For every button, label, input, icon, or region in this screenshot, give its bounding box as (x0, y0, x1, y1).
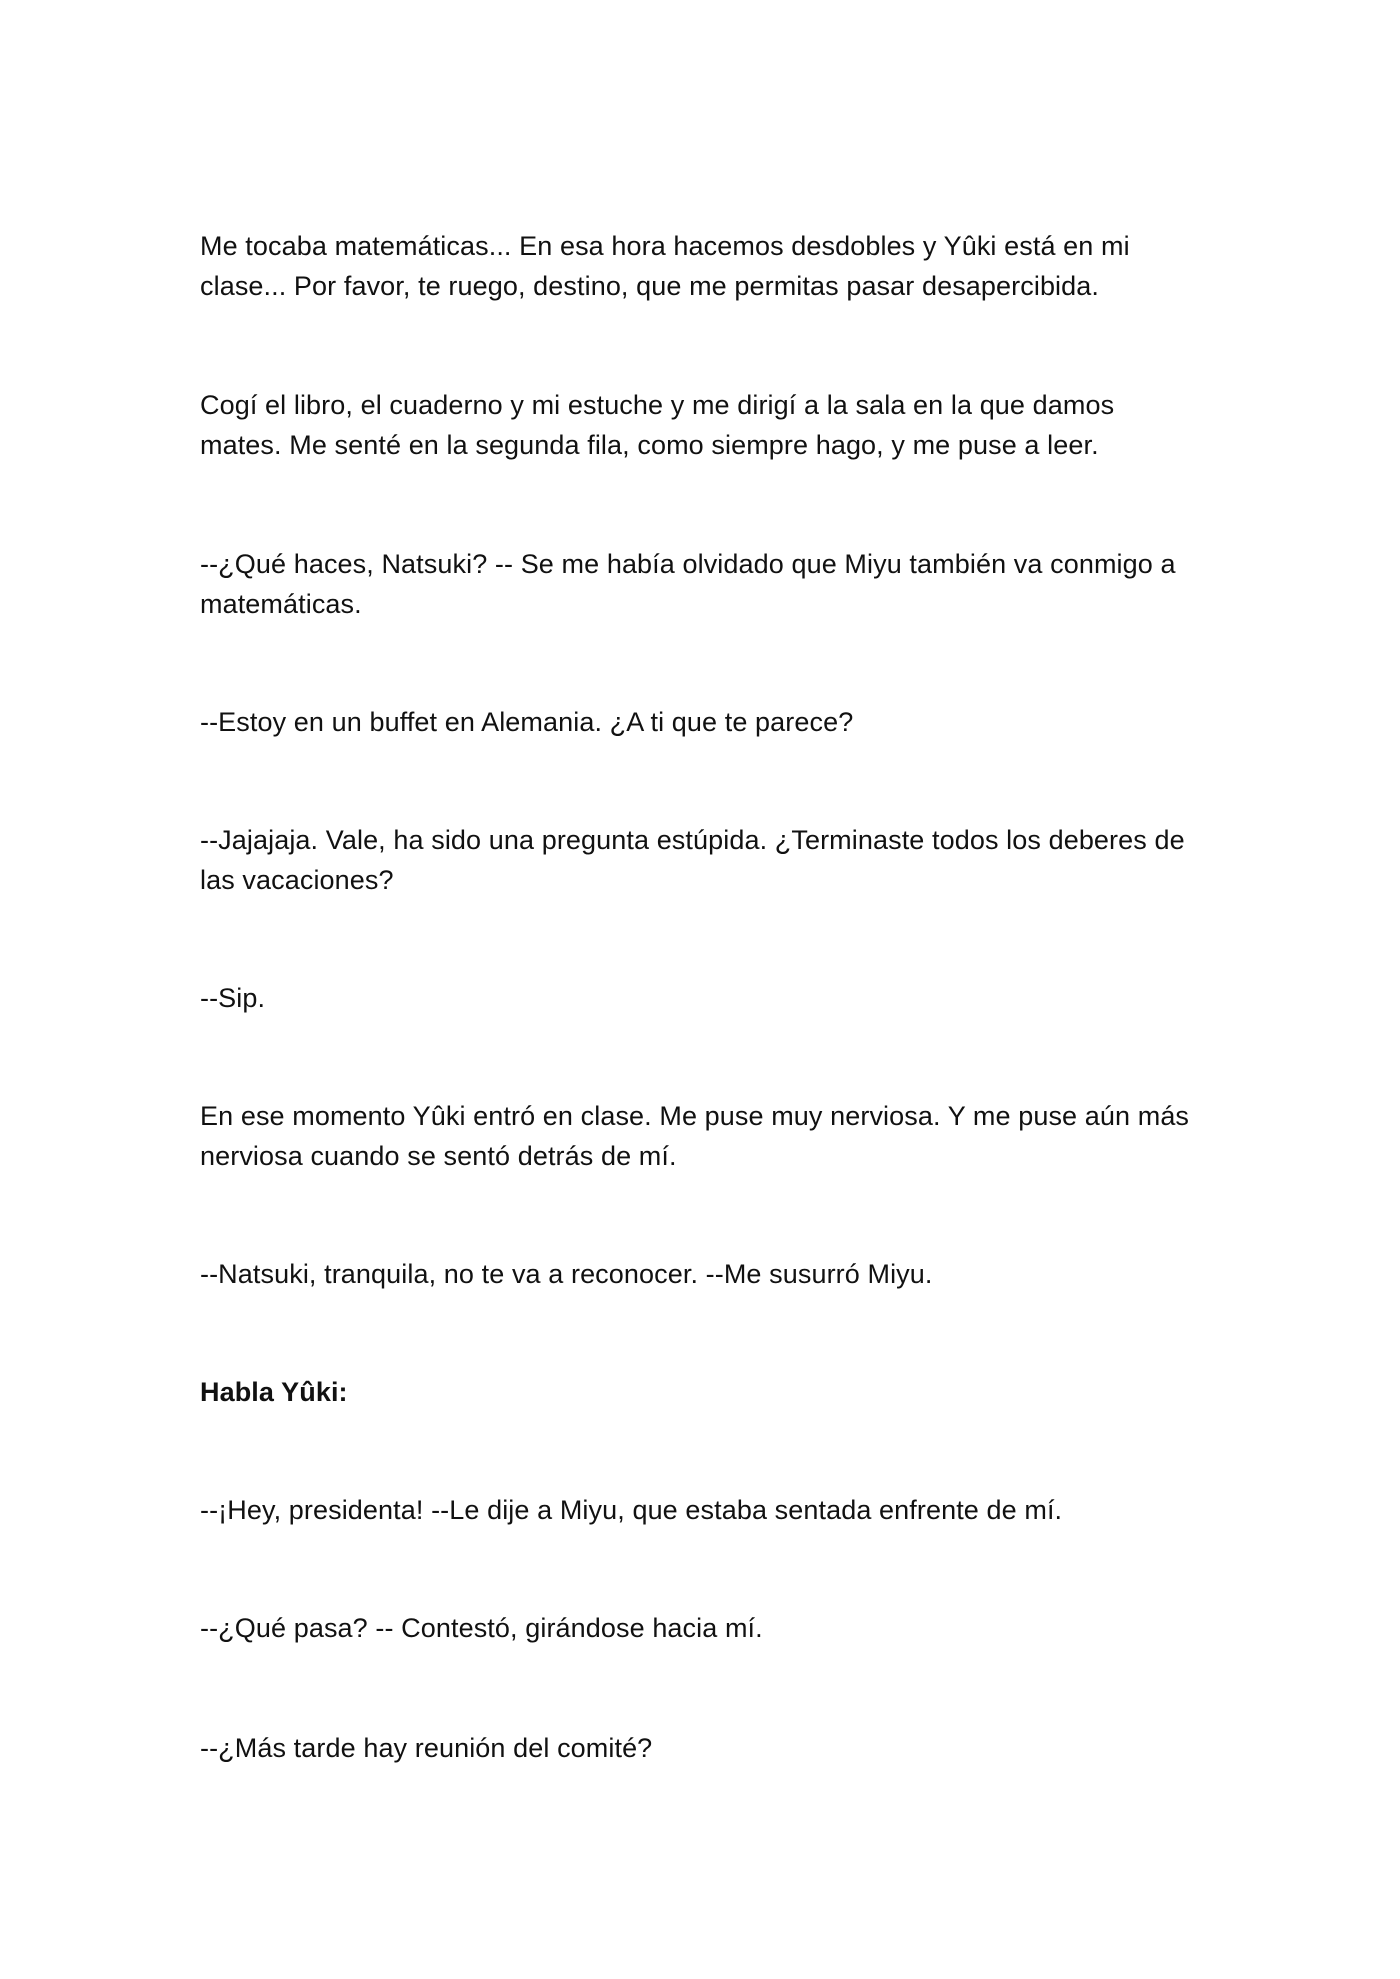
paragraph-text: --¿Qué haces, Natsuki? -- Se me había olvidado que Miyu también va conmigo a matemáticas. (200, 549, 1176, 619)
paragraph-text: Cogí el libro, el cuaderno y mi estuche y me dirigí a la sala en la que damos mates. Me senté en la segunda fila, como siempre hago, y me puse a leer. (200, 390, 1115, 460)
paragraph-text: Me tocaba matemáticas... En esa hora hacemos desdobles y Yûki está en mi clase... Por favor, te ruego, destino, que me permitas pasar desapercibida. (200, 231, 1130, 301)
paragraph-7 (200, 1096, 1200, 1176)
paragraph-text: --¿Más tarde hay reunión del comité? (200, 1733, 653, 1763)
paragraph-10 (200, 1608, 1200, 1648)
paragraph-text: --¿Qué pasa? -- Contestó, girándose hacia mí. (200, 1613, 763, 1643)
paragraph-text: --Estoy en un buffet en Alemania. ¿A ti que te parece? (200, 707, 854, 737)
paragraph-5 (200, 820, 1200, 900)
paragraph-text: --¡Hey, presidenta! --Le dije a Miyu, que estaba sentada enfrente de mí. (200, 1495, 1063, 1525)
paragraph-text: --Natsuki, tranquila, no te va a reconocer. --Me susurró Miyu. (200, 1259, 933, 1289)
paragraph-8 (200, 1254, 1200, 1294)
paragraph-4 (200, 702, 1200, 742)
paragraph-1 (200, 226, 1200, 306)
paragraph-3 (200, 544, 1200, 624)
paragraph-text: --Sip. (200, 983, 266, 1013)
section-heading (200, 1372, 1200, 1412)
paragraph-11 (200, 1728, 1200, 1768)
paragraph-9 (200, 1490, 1200, 1530)
paragraph-text: En ese momento Yûki entró en clase. Me puse muy nerviosa. Y me puse aún más nerviosa cuando se sentó detrás de mí. (200, 1101, 1190, 1171)
heading-text: Habla Yûki: (200, 1377, 348, 1407)
paragraph-text: --Jajajaja. Vale, ha sido una pregunta estúpida. ¿Terminaste todos los deberes de las vacaciones? (200, 825, 1185, 895)
paragraph-2 (200, 385, 1200, 465)
paragraph-6 (200, 978, 1200, 1018)
